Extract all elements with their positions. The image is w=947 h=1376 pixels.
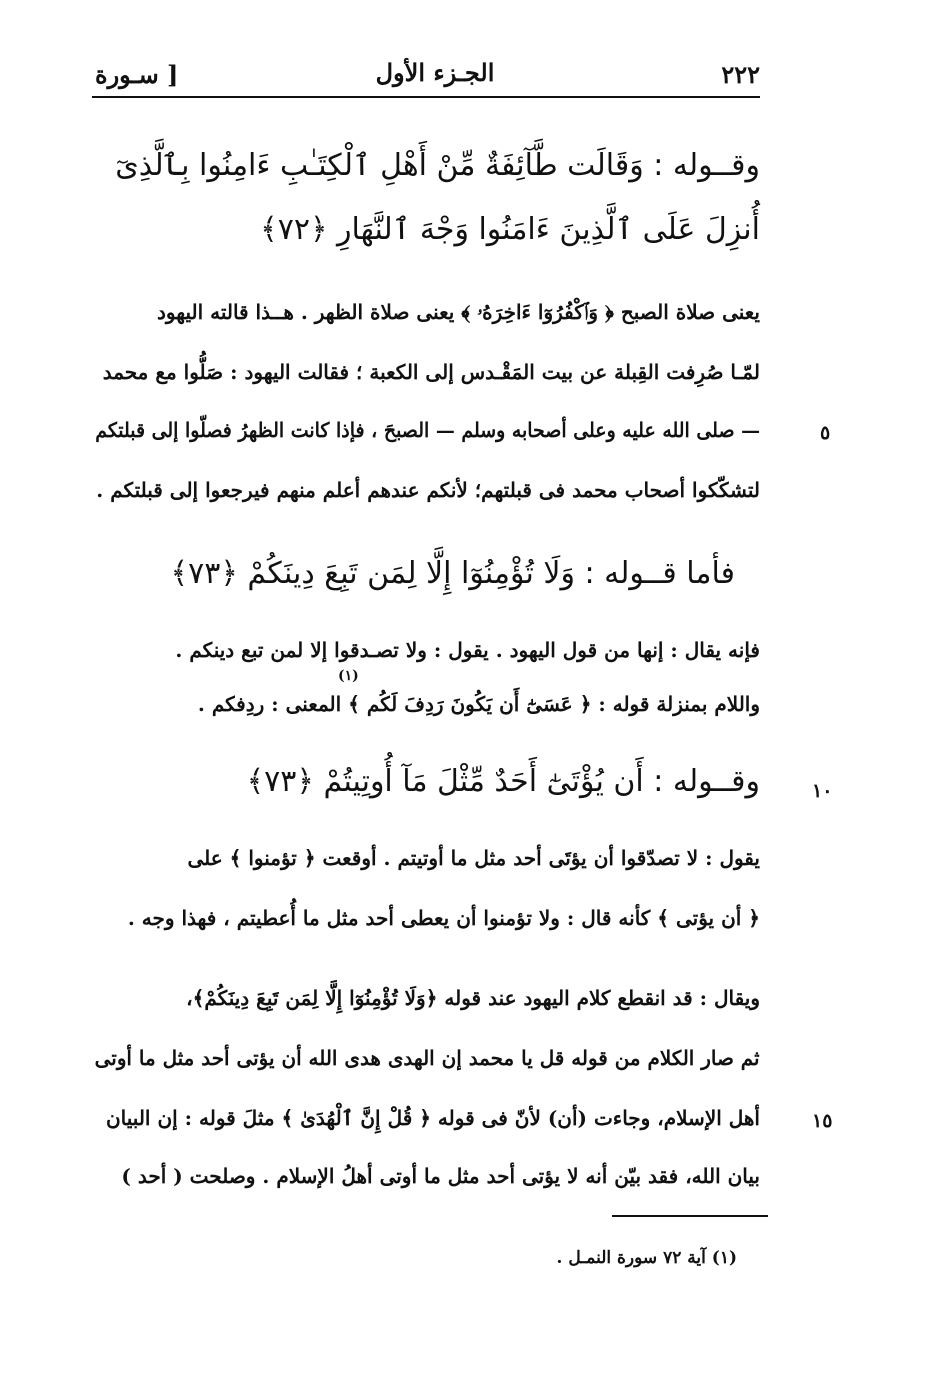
- paragraph-4-line-1: ويقال : قد انقطع كلام اليهود عند قوله ﴿وَلَا تُؤْمِنُوٓا إِلَّا لِمَن تَبِعَ دِينَكُمْ﴾،: [186, 986, 760, 1010]
- paragraph-1-line-4: لتشكّكوا أصحاب محمد فى قبلتهم؛ لأنكم عندهم أعلم منهم فيرجعوا إلى قبلتكم .: [96, 478, 760, 502]
- paragraph-3-line-1: يقول : لا تصدّقوا أن يؤتَى أحد مثل ما أوتيتم . أوقعت ﴿ تؤمنوا ﴾ على: [187, 846, 760, 870]
- page-number: ٢٢٢: [721, 60, 760, 89]
- footnote: (١) آية ٧٢ سورة النمـل .: [556, 1248, 737, 1268]
- verse-line-2: أُنزِلَ عَلَى ٱلَّذِينَ ءَامَنُوا وَجْهَ ٱلنَّهَارِ ﴿٧٢﴾: [260, 212, 760, 247]
- paragraph-1-line-1: يعنى صلاة الصبح ﴿ وَٱكْفُرُوٓا ءَاخِرَهُۥ ﴾ يعنى صلاة الظهر . هــذا قالته اليهود: [156, 300, 760, 324]
- footnote-rule: [612, 1215, 768, 1217]
- verse-2: فأما قــوله : وَلَا تُؤْمِنُوٓا إِلَّا لِمَن تَبِعَ دِينَكُمْ ﴿٧٣﴾: [170, 556, 735, 591]
- paragraph-1-line-3: — صلى الله عليه وعلى أصحابه وسلم — الصبحَ ، فإذا كانت الظهرُ فصلّوا إلى قبلتكم: [95, 418, 760, 442]
- paragraph-2-line-1: فإنه يقال : إنها من قول اليهود . يقول : ولا تصـدقوا إلا لمن تبع دينكم .: [175, 638, 760, 662]
- line-number-10: ١٠: [812, 780, 833, 802]
- paragraph-4-line-2: ثم صار الكلام من قوله قل يا محمد إن الهدى هدى الله أن يؤتى أحد مثل ما أوتى: [95, 1046, 760, 1070]
- surah-label: [ سـورة: [95, 60, 179, 89]
- line-number-5: ٥: [820, 422, 831, 444]
- part-title: الجـزء الأول: [375, 58, 495, 87]
- paragraph-3-line-2: ﴿ أن يؤتى ﴾ كأنه قال : ولا تؤمنوا أن يعطى أحد مثل ما أُعطيتم ، فهذا وجه .: [127, 906, 760, 930]
- paragraph-1-line-2: لمّـا صُرِفت القِبلة عن بيت المَقْـدس إلى الكعبة ؛ فقالت اليهود : صَلُّوا مع محمد: [102, 360, 760, 384]
- line-number-15: ١٥: [812, 1110, 833, 1132]
- verse-3: وقــوله : أَن يُؤْتَىٰٓ أَحَدٌ مِّثْلَ مَآ أُوتِيتُمْ ﴿٧٣﴾: [246, 764, 760, 799]
- paragraph-4-line-3: أهل الإسلام، وجاءت (أن) لأنّ فى قوله ﴿ قُلْ إِنَّ ٱلْهُدَىٰ ﴾ مثلَ قوله : إن البيان: [105, 1106, 760, 1130]
- paragraph-4-line-4: بيان الله، فقد بيّن أنه لا يؤتى أحد مثل ما أوتى أهلُ الإسلام . وصلحت ( أحد ): [121, 1164, 760, 1188]
- header-rule: [92, 96, 760, 98]
- verse-line-1: وقــوله : وَقَالَت طَّآئِفَةٌ مِّنْ أَهْلِ ٱلْكِتَـٰبِ ءَامِنُوا بِٱلَّذِىٓ: [115, 148, 760, 183]
- paragraph-2-line-2: واللام بمنزلة قوله : ﴿ عَسَىٰٓ أَن يَكُونَ رَدِفَ لَكُم ﴾ المعنى : ردِفكم .: [197, 692, 760, 716]
- footnote-marker: (١): [338, 668, 359, 684]
